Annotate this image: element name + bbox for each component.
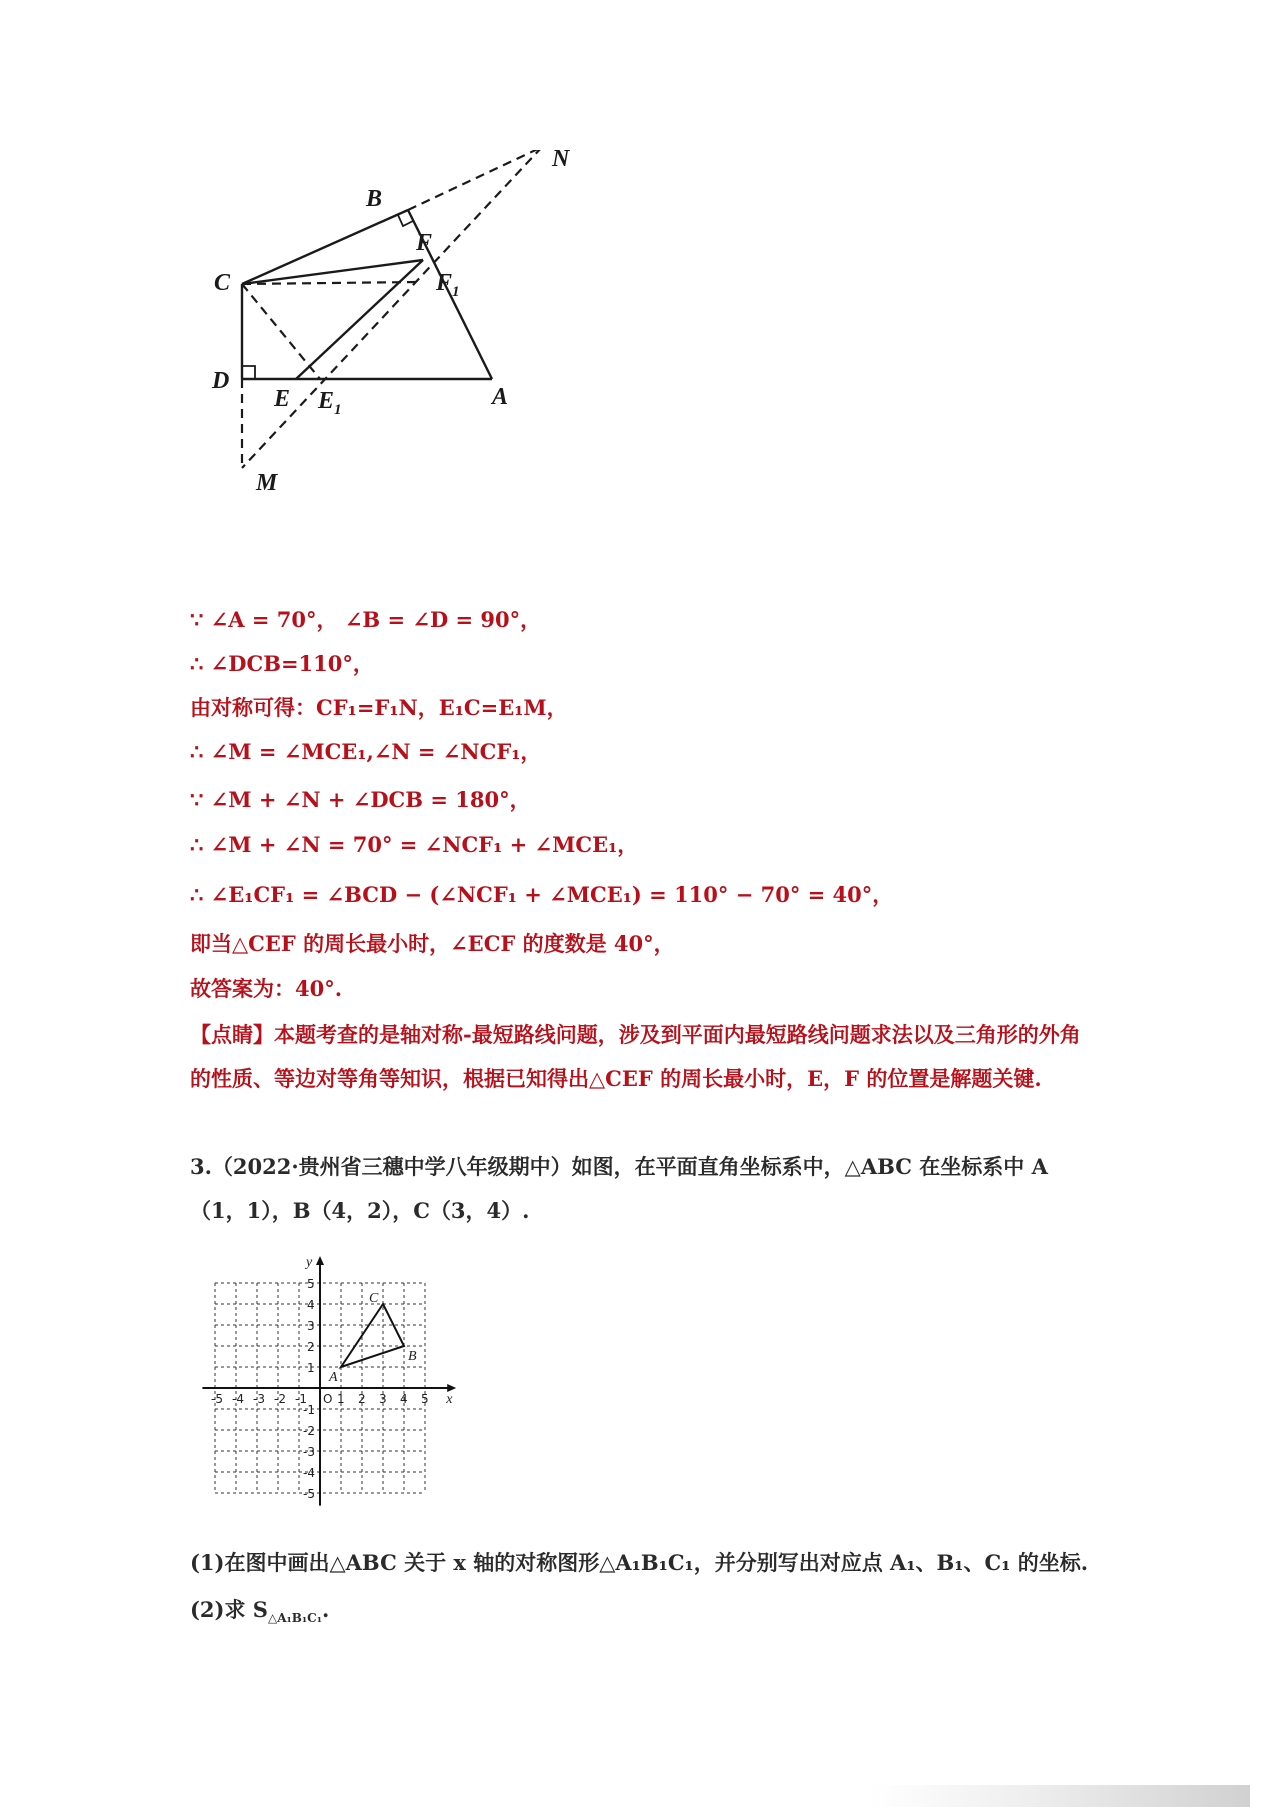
label-D: D xyxy=(212,368,230,394)
x-tick-label: -4 xyxy=(232,1392,244,1406)
point-B-label: B xyxy=(408,1349,417,1364)
label-F: F xyxy=(416,230,433,256)
label-E1: $E_1$ xyxy=(318,388,342,418)
dashed-CE1 xyxy=(242,284,320,379)
solution-line-6: ∴ ∠M + ∠N = 70° = ∠NCF₁ + ∠MCE₁， xyxy=(190,832,639,857)
x-tick-label: -3 xyxy=(253,1392,265,1406)
y-tick-label: -1 xyxy=(303,1403,315,1417)
label-B: B xyxy=(366,186,383,212)
point-A-label: A xyxy=(329,1370,338,1385)
question-2-prefix: (2)求 S xyxy=(190,1597,268,1622)
dashed-CF1 xyxy=(242,282,418,284)
x-tick-label: O xyxy=(323,1392,333,1406)
triangle-ABC xyxy=(341,1304,404,1367)
y-axis-label: y xyxy=(306,1255,313,1270)
x-tick-label: 4 xyxy=(400,1392,408,1406)
x-tick-label: 5 xyxy=(421,1392,429,1406)
footer-watermark-bar xyxy=(870,1785,1250,1807)
y-tick-label: -2 xyxy=(303,1424,315,1438)
y-tick-label: 2 xyxy=(307,1340,315,1354)
question-1: (1)在图中画出△ABC 关于 x 轴的对称图形△A₁B₁C₁，并分别写出对应点 A₁、B₁、C₁ 的坐标. xyxy=(190,1550,1089,1575)
y-tick-label: -4 xyxy=(303,1466,315,1480)
solution-line-4: ∴ ∠M = ∠MCE₁,∠N = ∠NCF₁， xyxy=(190,739,542,764)
dashed-NM xyxy=(242,150,542,468)
label-A: A xyxy=(492,384,509,410)
question-2-suffix: . xyxy=(321,1597,330,1622)
y-tick-label: 4 xyxy=(307,1298,315,1312)
question-2-subscript: △A₁B₁C₁ xyxy=(267,1611,322,1626)
comment-paragraph xyxy=(190,1013,1095,1101)
comment-text: 本题考查的是轴对称-最短路线问题，涉及到平面内最短路线问题求法以及三角形的外角的性质、等边对等角等知识，根据已知得出△CEF 的周长最小时，E，F 的位置是解题关键. xyxy=(190,1022,1081,1091)
x-tick-label: -5 xyxy=(211,1392,223,1406)
x-tick-label: 3 xyxy=(379,1392,387,1406)
label-F1: $F_1$ xyxy=(436,270,460,300)
y-tick-label: -3 xyxy=(303,1445,315,1459)
label-M: M xyxy=(256,470,278,496)
solution-line-1: ∵ ∠A = 70°， ∠B = ∠D = 90°， xyxy=(190,607,542,632)
y-tick-label: -5 xyxy=(303,1487,315,1501)
label-C: C xyxy=(214,270,231,296)
label-N: N xyxy=(552,150,570,172)
y-tick-label: 3 xyxy=(307,1319,315,1333)
dashed-BN xyxy=(408,150,542,210)
comment-tag: 【点睛】 xyxy=(190,1022,274,1047)
segment-EF xyxy=(296,260,423,379)
geometry-figure xyxy=(190,150,630,570)
label-E: E xyxy=(274,386,291,412)
x-tick-label: 2 xyxy=(358,1392,366,1406)
coordinate-grid xyxy=(190,1238,490,1538)
x-axis-label: x xyxy=(446,1392,453,1407)
y-tick-label: 5 xyxy=(307,1277,315,1291)
solution-line-3: 由对称可得：CF₁=F₁N，E₁C=E₁M， xyxy=(190,695,568,720)
problem3-line-2: （1，1），B（4，2），C（3，4）. xyxy=(190,1198,530,1223)
x-axis-arrow xyxy=(447,1384,456,1392)
solution-line-8: 即当△CEF 的周长最小时，∠ECF 的度数是 40°， xyxy=(190,931,675,956)
solution-line-9: 故答案为：40°. xyxy=(190,976,343,1001)
right-angle-mark-D xyxy=(242,366,255,379)
y-axis-arrow xyxy=(316,1256,324,1265)
question-2 xyxy=(190,1595,329,1633)
y-tick-label: 1 xyxy=(307,1361,315,1375)
x-tick-label: -1 xyxy=(295,1392,307,1406)
solution-line-2: ∴ ∠DCB=110°， xyxy=(190,651,374,676)
solution-line-5: ∵ ∠M + ∠N + ∠DCB = 180°， xyxy=(190,787,531,812)
solution-line-7: ∴ ∠E₁CF₁ = ∠BCD − (∠NCF₁ + ∠MCE₁) = 110° − 70° = 40°， xyxy=(190,882,894,907)
problem3-line-1: 3.（2022·贵州省三穗中学八年级期中）如图，在平面直角坐标系中，△ABC 在坐标系中 A xyxy=(190,1154,1048,1179)
point-C-label: C xyxy=(369,1291,379,1306)
x-tick-label: -2 xyxy=(274,1392,286,1406)
x-tick-label: 1 xyxy=(337,1392,345,1406)
